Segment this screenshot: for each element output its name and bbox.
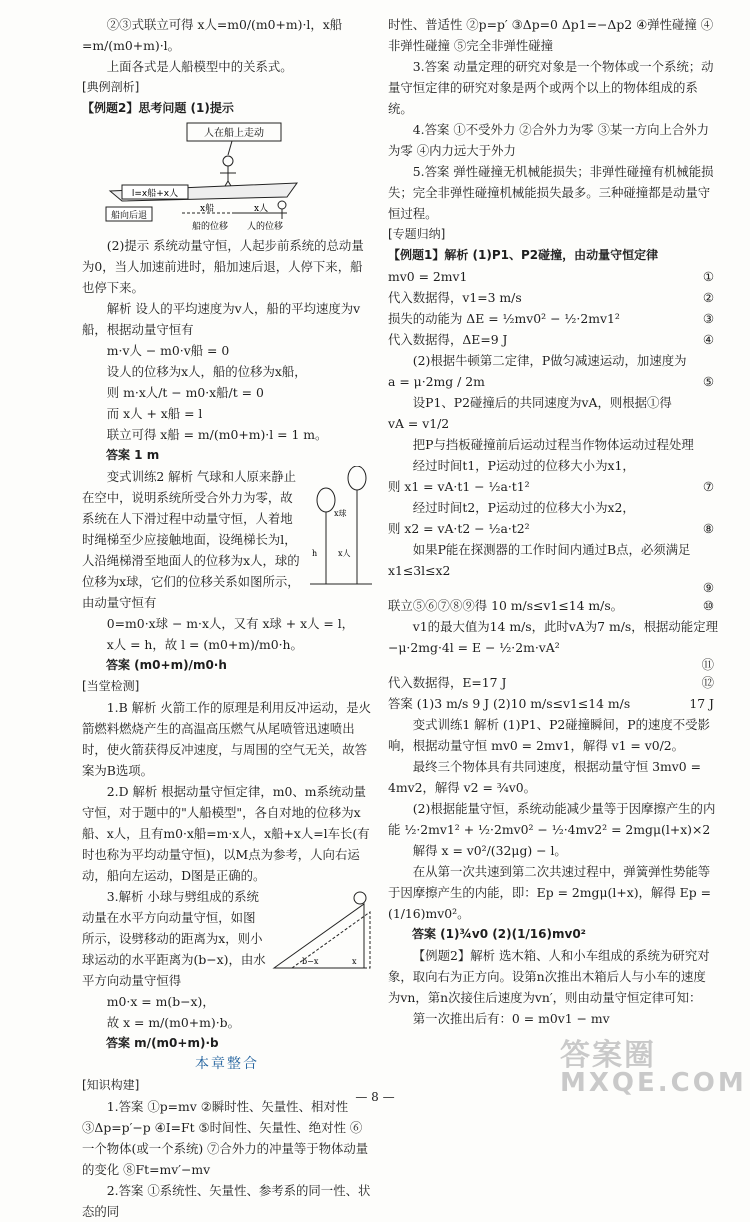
- eq-text: 则 x2 = vA·t2 − ½a·t2²: [388, 521, 530, 536]
- answer: 答案 1 m: [106, 448, 160, 462]
- right-column: [388, 14, 718, 1029]
- numbered-equation: [388, 266, 718, 287]
- numbered-equation: [388, 518, 718, 539]
- para: 2.D 解析 根据动量守恒定律，m0、m系统动量守恒，对于题中的"人船模型"，各自对地的位移为x船、x人，且有m0·x船=m·x人，x船+x人=l车长(有时也称为平均动量守恒)，以M点为参考，人向右运动，船向左运动，D图是正确的。: [82, 784, 370, 883]
- para: 把P与挡板碰撞前后运动过程当作物体运动过程处理: [412, 437, 694, 452]
- eq-number: ④: [702, 332, 714, 347]
- para: 5.答案 弹性碰撞无机械能损失；非弹性碰撞有机械能损失；完全非弹性碰撞机械能损失最多。三种碰撞都是动量守恒过程。: [388, 164, 714, 221]
- eq-number: ⑨: [702, 580, 714, 595]
- left-column: [82, 14, 372, 1222]
- watermark-text: 答案圈: [560, 1038, 656, 1073]
- wedge-problem-block: [82, 886, 372, 991]
- para: (2)根据能量守恒，系统动能减少量等于因摩擦产生的内能 ½·2mv1² + ½·2mv0² − ½·4mv2² = 2mgμ(l+x)×2: [388, 801, 716, 837]
- fig-label: 人的位移: [247, 222, 284, 232]
- eq-text: 答案 (1)3 m/s 9 J (2)10 m/s≤v1≤14 m/s: [388, 696, 631, 711]
- example-heading: 【例题1】解析 (1)P1、P2碰撞，由动量守恒定律: [388, 248, 659, 262]
- eq-number: ③: [702, 311, 714, 326]
- para: (2)根据牛顿第二定律，P做匀减速运动，加速度为: [412, 353, 687, 368]
- section-heading: [专题归纳]: [388, 227, 446, 241]
- para: 如果P能在探测器的工作时间内通过B点，必须满足 x1≤3l≤x2: [388, 542, 691, 578]
- balloon-ladder-figure: [310, 466, 372, 592]
- fig-label: x人: [338, 549, 351, 558]
- eq-text: 代入数据得，E=17 J: [388, 675, 507, 690]
- eq-number: ⑤: [702, 374, 714, 389]
- wedge-ball-figure: [272, 886, 372, 976]
- eq-text: mv0 = 2mv1: [388, 269, 468, 284]
- eq-number: ②: [702, 290, 714, 305]
- eq-text: 代入数据得，ΔE=9 J: [388, 332, 508, 347]
- chapter-title: 本章整合: [195, 1056, 259, 1072]
- para: ②③式联立可得 x人=m0/(m0+m)·l，x船=m/(m0+m)·l。: [82, 17, 343, 53]
- para: 解析 设人的平均速度为v人，船的平均速度为v船，根据动量守恒有: [82, 301, 361, 337]
- para: 时性、普适性 ②p=p′ ③Δp=0 Δp1=−Δp2 ④弹性碰撞 ④非弹性碰撞 ⑤完全非弹性碰撞: [388, 17, 714, 53]
- fig-label: x船: [200, 204, 215, 214]
- para: (2)提示 系统动量守恒，人起步前系统的总动量为0，当人加速前进时，船加速后退，人停下来，船也停下来。: [82, 238, 364, 295]
- numbered-equation: [388, 595, 718, 616]
- numbered-equation: [388, 371, 718, 392]
- fig-label: x球: [334, 509, 347, 518]
- eq-number: ①: [702, 269, 714, 284]
- eq-number: ⑩: [702, 598, 714, 613]
- person-on-boat-figure: [82, 121, 312, 233]
- eq-number: ⑧: [702, 521, 714, 536]
- variant-training-block: [82, 466, 372, 613]
- fig-label: 船向后退: [110, 211, 148, 221]
- equation: m0·x = m(b−x)，: [106, 994, 215, 1009]
- para: 第一次推出后有：0 = m0v1 − mv: [412, 1011, 610, 1026]
- para: 经过时间t1，P运动过的位移大小为x1，: [412, 458, 635, 473]
- fig-label: x: [352, 957, 357, 966]
- numbered-equation: [388, 476, 718, 497]
- answer: 答案 (1)¾v0 (2)(1/16)mv0²: [412, 927, 586, 941]
- para: 1.答案 ①p=mv ②瞬时性、矢量性、相对性 ③Δp=p′−p ④I=Ft ⑤时间性、矢量性、绝对性 ⑥一个物体(或一个系统) ⑦合外力的冲量等于物体动量的变化 ⑧Ft=mv′−mv: [82, 1099, 369, 1177]
- answer: 答案 (m0+m)/m0·h: [106, 658, 227, 672]
- para: 3.解析 小球与劈组成的系统动量在水平方向动量守恒，如图所示，设劈移动的距离为x，则小球运动的水平距离为(b−x)，由水平方向动量守恒得: [82, 889, 266, 988]
- para: 3.答案 动量定理的研究对象是一个物体或一个系统；动量守恒定律的研究对象是两个或两个以上的物体组成的系统。: [388, 59, 714, 116]
- watermark-url: MXQE.COM: [560, 1068, 747, 1098]
- section-heading: [典例剖析]: [82, 80, 140, 94]
- para: 1.B 解析 火箭工作的原理是利用反冲运动，是火箭燃料燃烧产生的高温高压燃气从尾喷管迅速喷出时，使火箭获得反冲速度，与周围的空气无关，故答案为B选项。: [82, 700, 372, 778]
- para: 在从第一次共速到第二次共速过程中，弹簧弹性势能等于因摩擦产生的内能，即：Ep = 2mgμ(l+x)，解得 Ep = (1/16)mv0²。: [388, 864, 711, 921]
- eq-number: ⑦: [702, 479, 714, 494]
- eq-number: 17 J: [689, 696, 714, 711]
- watermark: [560, 1030, 750, 1112]
- fig-label: l=x船+x人: [131, 189, 179, 199]
- fig-label: 船的位移: [192, 222, 229, 232]
- fig-label: b−x: [302, 957, 319, 966]
- example-heading: 【例题2】思考问题 (1)提示: [82, 101, 234, 115]
- para: 变式训练1 解析 (1)P1、P2碰撞瞬间，P的速度不受影响，根据动量守恒 mv0 = 2mv1，解得 v1 = v0/2。: [388, 717, 710, 753]
- answer: 答案 m/(m0+m)·b: [106, 1036, 219, 1050]
- eq-text: 损失的动能为 ΔE = ½mv0² − ½·2mv1²: [388, 311, 620, 326]
- para: 2.答案 ①系统性、矢量性、参考系的同一性、状态的同: [82, 1183, 371, 1219]
- eq-number: [714, 413, 718, 434]
- equation: 0=m0·x球 − m·x人，又有 x球 + x人 = l，: [106, 616, 355, 631]
- fig-label: h: [312, 549, 318, 558]
- equation: 故 x = m/(m0+m)·b。: [106, 1015, 240, 1030]
- page-number: — 8 —: [355, 1090, 395, 1104]
- eq-text: 代入数据得，v1=3 m/s: [388, 290, 522, 305]
- equation: 则 m·x人/t − m0·x船/t = 0: [106, 385, 264, 400]
- numbered-equation: [388, 329, 718, 350]
- para: 经过时间t2，P运动过的位移大小为x2，: [412, 500, 635, 515]
- para: 解得 x = v0²/(32μg) − l。: [412, 843, 567, 858]
- para: 4.答案 ①不受外力 ②合外力为零 ③某一方向上合外力为零 ④内力远大于外力: [388, 122, 710, 158]
- equation: 设人的位移为x人，船的位移为x船，: [106, 364, 307, 379]
- section-heading: [知识构建]: [82, 1078, 140, 1092]
- fig-label: x人: [254, 204, 269, 214]
- numbered-equation: [388, 308, 718, 329]
- para: 设P1、P2碰撞后的共同速度为vA，则根据①得: [412, 395, 672, 410]
- numbered-equation: [388, 287, 718, 308]
- para: v1的最大值为14 m/s，此时vA为7 m/s，根据动能定理 −μ·2mg·4l = E − ½·2m·vA²: [388, 619, 718, 655]
- para: 上面各式是人船模型中的关系式。: [106, 59, 293, 74]
- answer-line: [388, 693, 718, 714]
- equation: 而 x人 + x船 = l: [106, 406, 203, 421]
- equation: x人 = h，故 l = (m0+m)/m0·h。: [106, 637, 303, 652]
- eq-number: ⑪: [701, 657, 714, 672]
- para: 【例题2】解析 选木箱、人和小车组成的系统为研究对象，取向右为正方向。设第n次推出木箱后人与小车的速度为vn，第n次接住后速度为vn′，则由动量守恒定律可知：: [388, 948, 710, 1005]
- para: 变式训练2 解析 气球和人原来静止在空中，说明系统所受合外力为零，故系统在人下滑过程中动量守恒，人着地时绳梯至少应接触地面，设绳梯长为l，人沿绳梯滑至地面人的位移为x人，球的位移为x球，它们的位移关系如图所示，由动量守恒有: [82, 469, 300, 610]
- eq-number: ⑫: [701, 675, 714, 690]
- eq-text: a = μ·2mg / 2m: [388, 374, 485, 389]
- numbered-equation: [388, 413, 718, 434]
- fig-label: 人在船上走动: [204, 128, 264, 139]
- eq-text: vA = v1/2: [388, 416, 450, 431]
- para: 最终三个物体具有共同速度，根据动量守恒 3mv0 = 4mv2，解得 v2 = ¾v0。: [388, 759, 701, 795]
- equation: 联立可得 x船 = m/(m0+m)·l = 1 m。: [106, 427, 328, 442]
- eq-text: 则 x1 = vA·t1 − ½a·t1²: [388, 479, 530, 494]
- section-heading: [当堂检测]: [82, 679, 140, 693]
- eq-text: 联立⑤⑥⑦⑧⑨得 10 m/s≤v1≤14 m/s。: [388, 598, 624, 613]
- numbered-equation: [388, 672, 718, 693]
- equation: m·v人 − m0·v船 = 0: [106, 343, 230, 358]
